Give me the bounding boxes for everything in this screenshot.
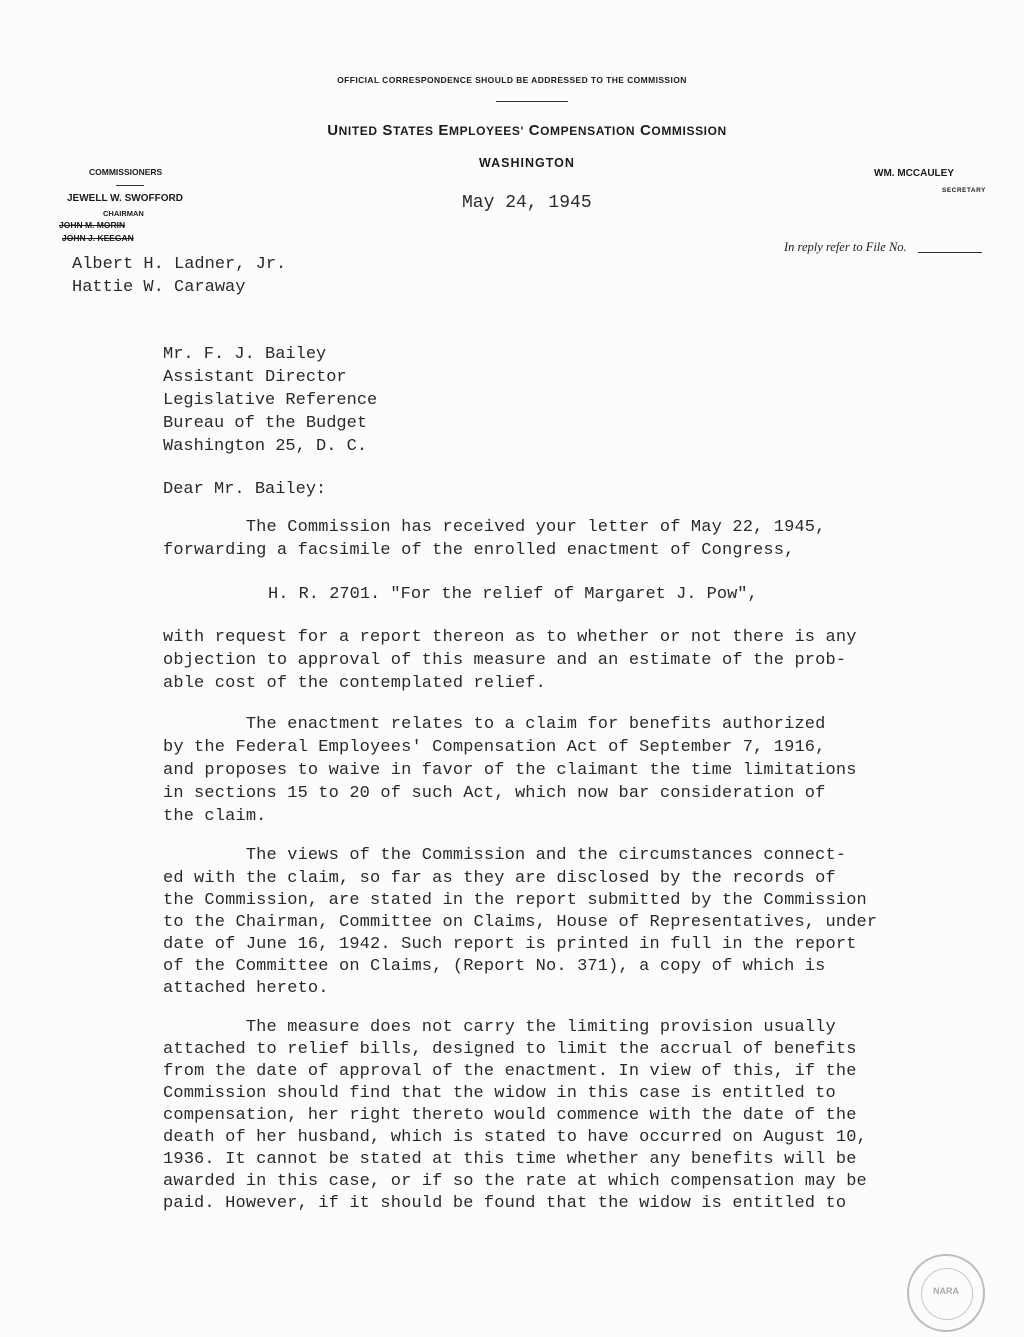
body-line: and proposes to waive in favor of the claimant the time limitations <box>163 761 857 780</box>
body-line: of the Committee on Claims, (Report No. 371), a copy of which is <box>163 957 826 976</box>
correspondence-notice: OFFICIAL CORRESPONDENCE SHOULD BE ADDRESSED TO THE COMMISSION <box>337 75 687 85</box>
secretary-name: WM. MCCAULEY <box>874 168 954 179</box>
commissioners-rule <box>116 185 144 186</box>
bill-reference: H. R. 2701. "For the relief of Margaret J. Pow", <box>268 585 758 604</box>
chairman-name: JEWELL W. SWOFFORD <box>67 193 183 204</box>
addressee-line: Washington 25, D. C. <box>163 437 368 456</box>
addressee-line: Bureau of the Budget <box>163 414 368 433</box>
body-line: from the date of approval of the enactment. In view of this, if the <box>163 1062 857 1081</box>
body-line: The enactment relates to a claim for benefits authorized <box>163 715 826 734</box>
body-line: death of her husband, which is stated to have occurred on August 10, <box>163 1128 867 1147</box>
body-line: awarded in this case, or if so the rate at which compensation may be <box>163 1172 867 1191</box>
agency-name: UNITED STATES EMPLOYEES' COMPENSATION COMMISSION <box>327 122 727 139</box>
body-line: 1936. It cannot be stated at this time whether any benefits will be <box>163 1150 857 1169</box>
addressee-line: Mr. F. J. Bailey <box>163 345 327 364</box>
former-commissioner: JOHN M. MORIN <box>59 220 126 230</box>
addressee-line: Assistant Director <box>163 368 347 387</box>
body-line: to the Chairman, Committee on Claims, House of Representatives, under <box>163 913 878 932</box>
letter-date: May 24, 1945 <box>462 193 592 213</box>
body-line: with request for a report thereon as to whether or not there is any <box>163 628 857 647</box>
body-line: objection to approval of this measure and an estimate of the prob- <box>163 651 847 670</box>
reply-reference-note: In reply refer to File No. <box>784 240 907 254</box>
body-line: attached to relief bills, designed to limit the accrual of benefits <box>163 1040 857 1059</box>
typed-commissioner: Albert H. Ladner, Jr. <box>72 255 287 274</box>
body-line: the claim. <box>163 807 267 826</box>
secretary-title: SECRETARY <box>942 187 986 194</box>
body-line: The views of the Commission and the circumstances connect- <box>163 846 847 865</box>
addressee-line: Legislative Reference <box>163 391 378 410</box>
agency-city: WASHINGTON <box>479 156 575 170</box>
body-line: able cost of the contemplated relief. <box>163 674 547 693</box>
file-number-blank <box>918 252 982 253</box>
commissioners-label: COMMISSIONERS <box>89 167 163 177</box>
body-line: in sections 15 to 20 of such Act, which now bar consideration of <box>163 784 826 803</box>
body-line: forwarding a facsimile of the enrolled enactment of Congress, <box>163 541 795 560</box>
body-line: the Commission, are stated in the report submitted by the Commission <box>163 891 867 910</box>
body-line: The measure does not carry the limiting provision usually <box>163 1018 836 1037</box>
former-commissioner: JOHN J. KEEGAN <box>62 233 134 243</box>
body-line: paid. However, if it should be found that the widow is entitled to <box>163 1194 847 1213</box>
archive-stamp <box>907 1254 985 1332</box>
body-line: by the Federal Employees' Compensation Act of September 7, 1916, <box>163 738 826 757</box>
body-line: The Commission has received your letter of May 22, 1945, <box>163 518 826 537</box>
typed-commissioner: Hattie W. Caraway <box>72 278 246 297</box>
body-line: date of June 16, 1942. Such report is printed in full in the report <box>163 935 857 954</box>
body-line: Commission should find that the widow in this case is entitled to <box>163 1084 836 1103</box>
body-line: attached hereto. <box>163 979 329 998</box>
body-line: ed with the claim, so far as they are disclosed by the records of <box>163 869 836 888</box>
body-line: compensation, her right thereto would commence with the date of the <box>163 1106 857 1125</box>
archive-stamp-text: NARA <box>933 1286 959 1296</box>
salutation: Dear Mr. Bailey: <box>163 480 327 499</box>
letterhead-rule <box>496 101 568 102</box>
chairman-title: CHAIRMAN <box>103 209 144 218</box>
